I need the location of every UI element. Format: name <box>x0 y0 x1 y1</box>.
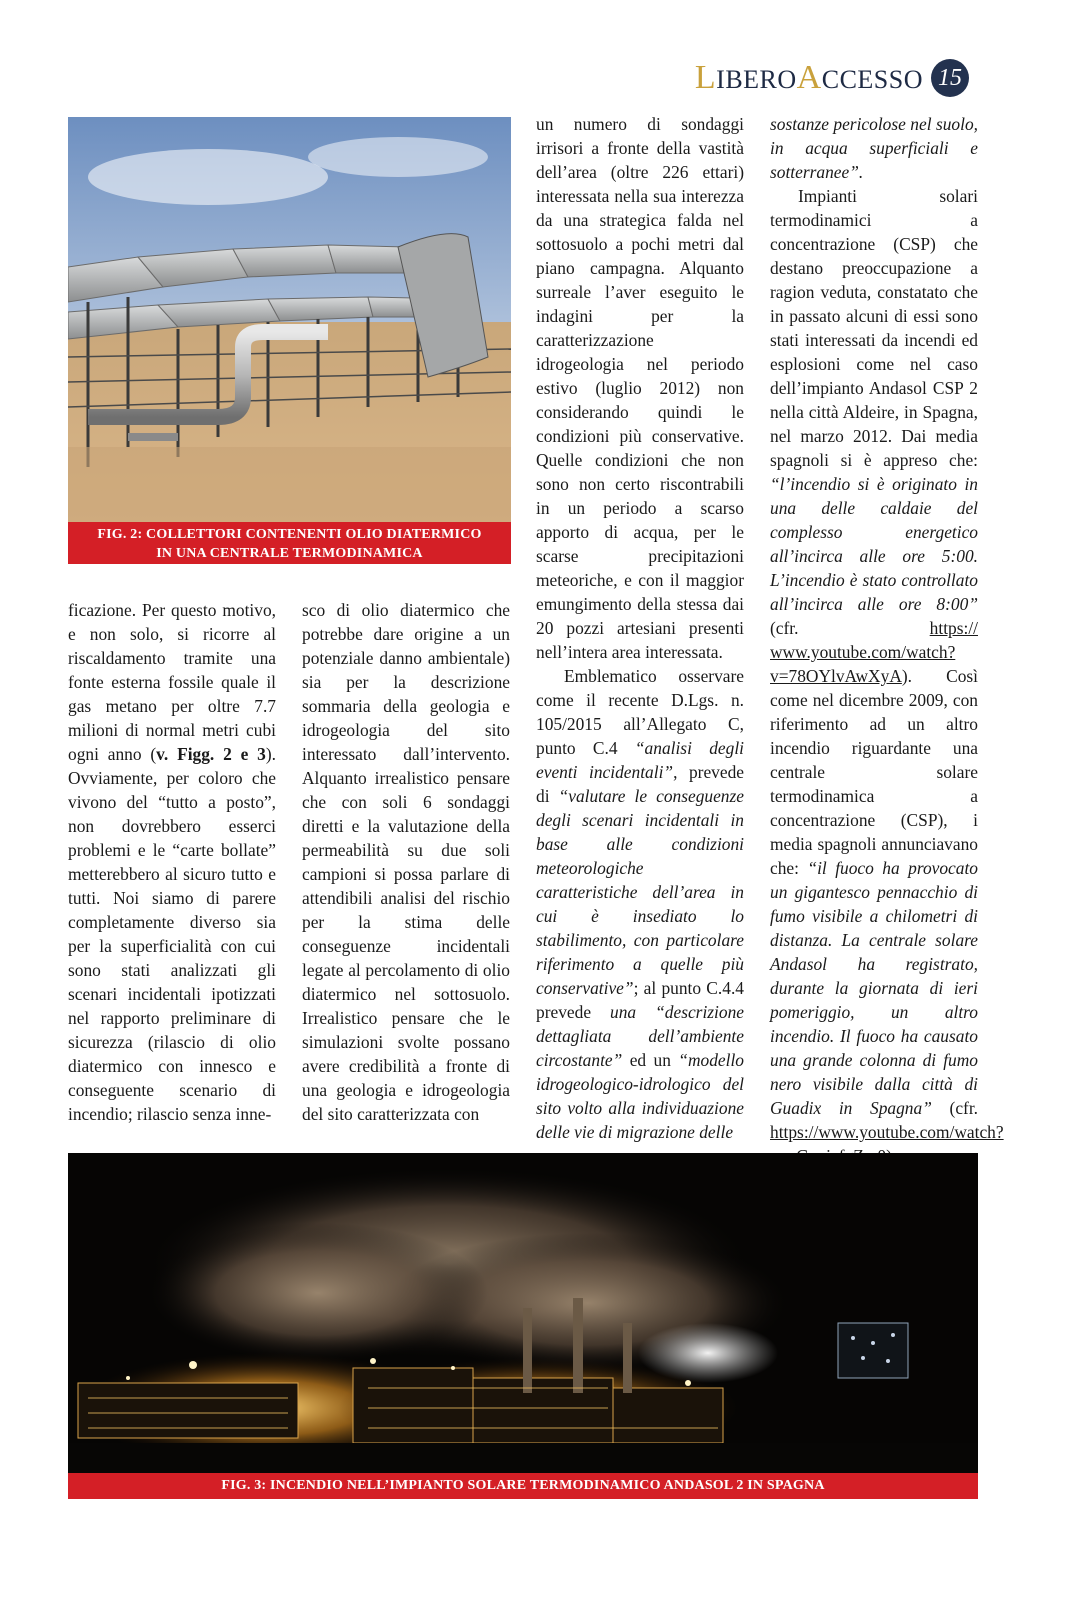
solar-collectors-illustration <box>68 117 511 522</box>
text-column-4 <box>770 112 1004 1168</box>
masthead <box>695 58 969 98</box>
fig2-caption: FIG. 2: COLLETTORI CONTENENTI OLIO DIATERMICO IN UNA CENTRALE TERMODINAMICA <box>68 522 511 564</box>
youtube-link-2[interactable]: https://www.youtube.com/watch? <box>770 1122 1004 1142</box>
paragraph: Impianti solari termodinamici a concentrazione (CSP) che destano preoccupazione a ragion veduta, constatato che in passato alcuni di essi sono stati interessati da incendi ed esplosioni come nel caso dell’impianto Andasol CSP 2 nella città Aldeire, in Spagna, nel marzo 2012. Dai media spagnoli si è appreso che: “l’incendio si è originato in una delle caldaie del complesso energetico all’incirca alle ore 5:00. L’incendio è stato controllato all’incirca alle ore 8:00” (cfr. https:// www.youtube.com/watch?v=78OYlvAwXyA). Così come nel dicembre 2009, con riferimento ad un altro incendio riguardante una centrale solare termodinamica a concentrazione (CSP), i media spagnoli annunciavano che: “il fuoco ha provocato un gigantesco pennacchio di fumo visibile a chilometri di distanza. La centrale solare Andasol ha registrato, durante la giornata di ieri pomeriggio, un altro incendio. Il fuoco ha causato una grande colonna di fumo nero visibile dalla città di Guadix in Spagna” (cfr. https://www.youtube.com/watch? <box>770 184 978 1168</box>
paragraph: ficazione. Per questo motivo, e non solo, si ricorre al riscaldamento tramite una fonte esterna fossile quale il gas metano per oltre 7.7 milioni di normal metri cubi ogni anno (v. Figg. 2 e 3). Ovviamente, per coloro che vivono del “tutto a posto”, non dovrebbero esserci problemi e le “carte bollate” metterebbero al sicuro tutto e tutti. Noi siamo di parere completamente diverso sia per la superficialità con cui sono stati analizzati gli scenari incidentali ipotizzati nel rapporto preliminare di sicurezza (rilascio di olio diatermico con innesco e conseguente scenario di incendio; rilascio senza inne- <box>68 600 276 1124</box>
fig3-caption: FIG. 3: INCENDIO NELL’IMPIANTO SOLARE TERMODINAMICO ANDASOL 2 IN SPAGNA <box>68 1473 978 1499</box>
paragraph: Emblematico osservare come il recente D.Lgs. n. 105/2015 all’Allegato C, punto C.4 “analisi degli eventi incidentali”, prevede di “valutare le conseguenze degli scenari incidentali in base alle condizioni meteorologiche caratteristiche dell’area in cui è insediato lo stabilimento, con particolare riferimento a quelle più conservative”; al punto C.4.4 prevede una “descrizione dettagliata dell’ambiente circostante” ed un “modello idrogeologico-idrologico del sito volto alla individuazione delle vie di migrazione delle <box>536 666 744 1142</box>
paragraph: un numero di sondaggi irrisori a fronte della vastità dell’area (oltre 226 ettari) interessata nella sua interezza da una strategica falda nel sottosuolo a pochi metri dal piano campagna. Alquanto surreale l’aver eseguito le indagini per la caratterizzazione idrogeologia nel periodo estivo (luglio 2012) non considerando quindi le condizioni più conservative. Quelle condizioni che non sono non certo riscontrabili in un periodo a scarso apporto di acqua, per le scarse precipitazioni meteoriche, e con il maggior emungimento della stessa dai 20 pozzi artesiani presenti nell’intera area interessata. <box>536 114 744 662</box>
page-number: 15 <box>931 59 969 97</box>
text-column-2 <box>302 598 510 1126</box>
fig2-photo <box>68 117 511 522</box>
paragraph: sostanze pericolose nel suolo, in acqua superficiali e sotterranee”. <box>770 114 978 182</box>
paragraph: sco di olio diatermico che potrebbe dare origine a un potenziale danno ambientale) sia per la descrizione sommaria della geologia e idrogeologia del sito interessato dall’intervento. Alquanto irrealistico pensare che con soli 6 sondaggi diretti e la valutazione della permeabilità su due soli campioni si possa parlare di attendibili analisi del rischio per la stima delle conseguenze incidentali legate al percolamento di olio diatermico nel sottosuolo. Irrealistico pensare che le simulazioni svolte possano avere credibilità a fronte di una geologia e idrogeologia del sito caratterizzata con <box>302 600 510 1124</box>
text-column-3 <box>536 112 744 1144</box>
text-column-1 <box>68 598 276 1126</box>
plant-fire-illustration <box>68 1153 978 1473</box>
liberoaccesso-logo: LIBEROACCESSO <box>694 59 923 96</box>
fig3-photo <box>68 1153 978 1473</box>
youtube-link-1[interactable]: https:// www.youtube.com/watch?v=78OYlvAwXyA <box>770 618 978 686</box>
